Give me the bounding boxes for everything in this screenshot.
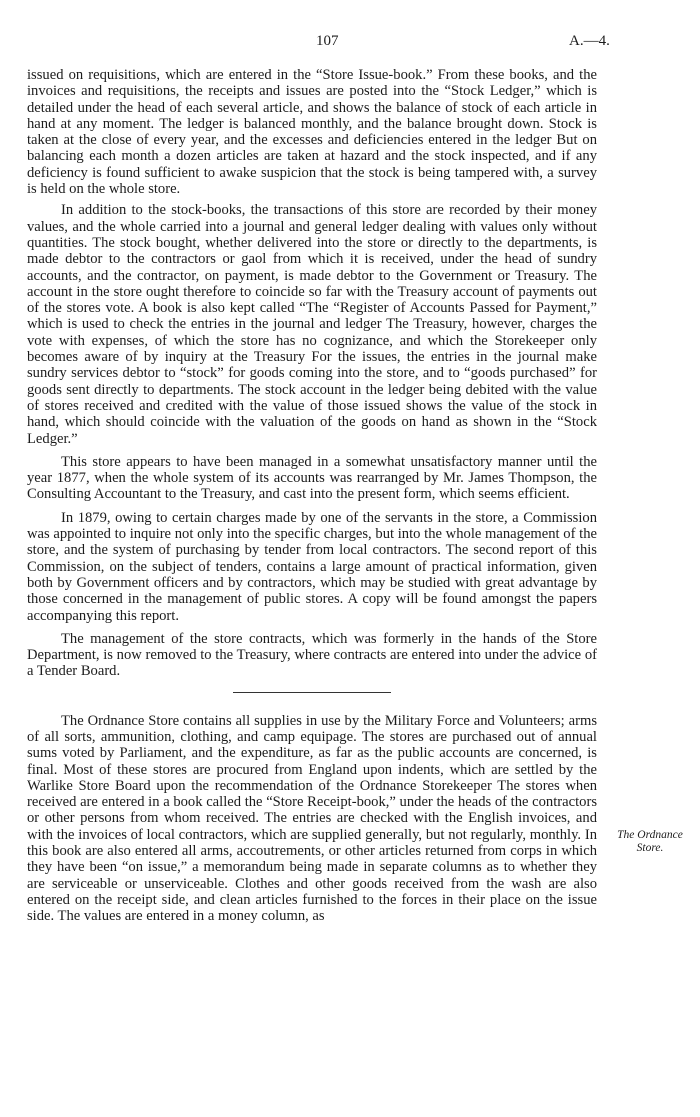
document-reference: A.—4.	[569, 33, 610, 49]
paragraph-ordnance-store: The Ordnance Store contains all supplies in use by the Military Force and Volunteers; arms of all sorts, ammunition, clothing, and camp equipage. The stores are purchased out of annual sums voted by Parliament, and the expenditure, as far as the public accounts are concerned, is final. Most of these stores are procured from England upon indents, which are settled by the Warlike Store Board upon the recommendation of the Ordnance Storekeeper The stores when received are entered in a book called the “Store Receipt-book,” under the heads of the contractors or other persons from whom received. The entries are checked with the English invoices, and with the invoices of local contractors, which are supplied generally, but not regularly, monthly. In this book are also entered all arms, accoutrements, or other articles returned from corps in which they have been “on issue,” a memorandum being made in separate columns as to whether they are serviceable or unserviceable. Clothes and other goods received from the wash are also entered on the receipt side, and clean articles furnished to the forces in their place on the issue side. The values are entered in a money column, as	[27, 712, 597, 925]
paragraph-money-values: In addition to the stock-books, the transactions of this store are recorded by their money values, and the whole carried into a journal and general ledger dealing with values only without quantities. The stock bought, whether delivered into the store or directly to the departments, is made debtor to the contractors or gaol from which it is received, under the head of sundry accounts, and the contractor, on payment, is made debtor to the Government or Treasury. The account in the store ought therefore to coincide so far with the Treasury account of payments out of the stores vote. A book is also kept called “The “Register of Accounts Passed for Payment,” which is used to check the entries in the journal and ledger The Treasury, however, charges the vote with expenses, of which the store has no cognizance, and which the Storekeeper only becomes aware of by inquiry at the Treasury For the issues, the entries in the journal make sundry services debtor to “stock” for goods coming into the store, and to “goods purchased” for goods sent directly to departments. The stock account in the ledger being debited with the value of stores received and credited with the value of those issued shows the value of the stock in hand, which should coincide with the valuation of the goods on hand as shown in the “Stock Ledger.”	[27, 202, 597, 447]
paragraph-commission-1879: In 1879, owing to certain charges made by one of the servants in the store, a Commission was appointed to inquire not only into the specific charges, but into the whole management of the store, and the system of purchasing by tender from local contractors. The second report of this Commission, on the subject of tenders, contains a large amount of practical information, given both by Government officers and by contractors, which may be studied with great advantage by those concerned in the management of public stores. A copy will be found amongst the papers accompanying this report.	[27, 509, 597, 624]
paragraph-store-contracts: The management of the store contracts, which was formerly in the hands of the Store Department, is now removed to the Treasury, where contracts are entered into under the advice of a Tender Board.	[27, 630, 597, 680]
page-number: 107	[316, 33, 339, 49]
paragraph-management-1877: This store appears to have been managed in a somewhat unsatisfactory manner until the year 1877, when the whole system of its accounts was rearranged by Mr. James Thompson, the Consulting Accountant to the Treasury, and cast into the present form, which seems efficient.	[27, 453, 597, 503]
margin-note-ordnance-store: The Ordnance Store.	[617, 829, 683, 854]
paragraph-continuation: issued on requisitions, which are entered in the “Store Issue-book.” From these books, and the invoices and requisitions, the receipts and issues are posted into the “Stock Ledger,” which is detailed under the head of each several article, and shows the balance of stock of each article in hand at any moment. The ledger is balanced monthly, and the balance brought down. Stock is taken at the close of every year, and the excesses and deficiencies entered in the ledger But on balancing each month a dozen articles are taken at hazard and the stock inspected, and if any deficiency is found sufficient to awake suspicion that the stock is being tampered with, a survey is held on the whole store.	[27, 67, 597, 198]
body-text	[27, 67, 597, 925]
